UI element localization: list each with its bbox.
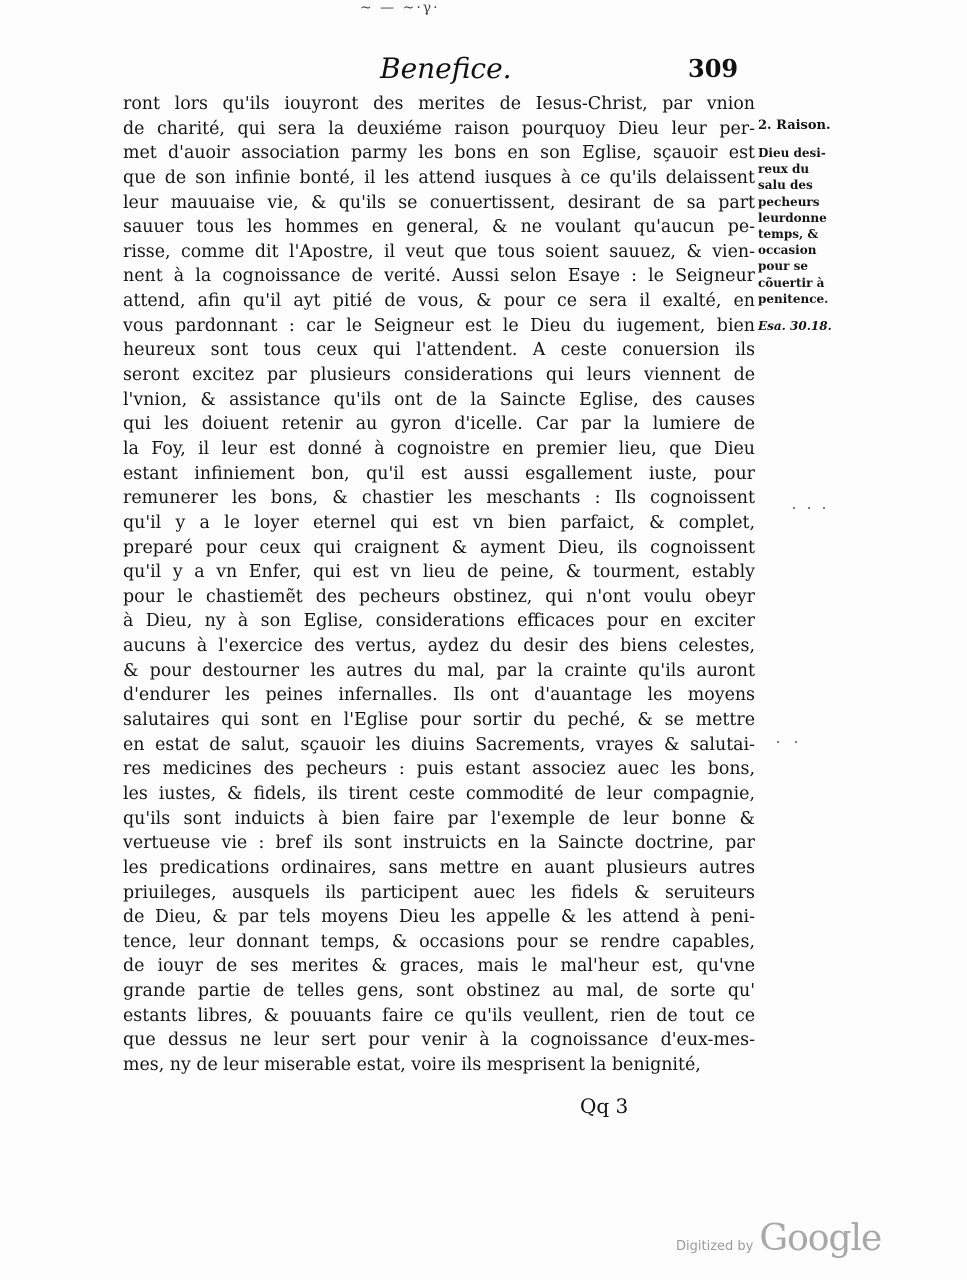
ink-speck	[808, 507, 810, 509]
text-line: pour le chastiemẽt des pecheurs obstinez, qui n'ont voulu obeyr	[123, 586, 755, 607]
text-line: estants libres, & pouuants faire ce qu'ils veullent, rien de tout ce	[123, 1005, 755, 1026]
text-line: nent à la cognoissance de verité. Aussi selon Esaye : le Seigneur	[123, 266, 755, 287]
main-text-block	[123, 92, 755, 1078]
margin-note-reference: Esa. 30.18.	[758, 319, 832, 334]
digitized-by-watermark	[676, 1218, 881, 1259]
text-line: aucuns à l'exercice des vertus, aydez du desir des biens celestes,	[123, 636, 755, 657]
text-line: salutaires qui sont en l'Eglise pour sortir du peché, & se mettre	[123, 710, 755, 731]
text-line: les predications ordinaires, sans mettre en auant plusieurs autres	[123, 857, 755, 878]
signature-mark: Qq 3	[580, 1094, 629, 1118]
margin-note-line: pour se	[758, 259, 809, 274]
text-line: de charité, qui sera la deuxiéme raison pourquoy Dieu leur per-	[123, 118, 755, 139]
text-line: ront lors qu'ils iouyront des merites de Iesus-Christ, par vnion	[123, 94, 755, 114]
text-line: tence, leur donnant temps, & occasions pour se rendre capables,	[123, 931, 755, 952]
text-line: mes, ny de leur miserable estat, voire ils mesprisent la benignité,	[123, 1054, 701, 1075]
margin-note-line: temps, &	[758, 227, 819, 242]
text-line: à Dieu, ny à son Eglise, considerations efficaces pour en exciter	[123, 611, 755, 632]
margin-notes	[758, 118, 850, 333]
text-line: de iouyr de ses merites & graces, mais le mal'heur est, qu'vne	[123, 956, 755, 977]
running-head-title: Benefice.	[380, 52, 512, 85]
text-line: qu'il y a le loyer eternel qui est vn bien parfaict, & complet,	[123, 512, 755, 533]
text-line: met d'auoir association parmy les bons en son Eglise, sçauoir est	[123, 143, 755, 164]
margin-note-line: leurdonne	[758, 210, 827, 225]
text-line: la Foy, il leur est donné à cognoistre en premier lieu, que Dieu	[123, 438, 755, 459]
text-line: vous pardonnant : car le Seigneur est le Dieu du iugement, bien	[123, 315, 755, 336]
text-line: leur mauuaise vie, & qu'ils se conuertissent, desirant de sa part	[123, 192, 755, 213]
margin-note-line: Dieu desi-	[758, 146, 826, 160]
text-line: que de son infinie bonté, il les attend iusques à ce qu'ils delaissent	[123, 167, 755, 188]
margin-note-line: occasion	[758, 243, 817, 258]
text-line: les iustes, & fidels, ils tirent ceste commodité de leur compagnie,	[123, 783, 755, 804]
text-line: preparé pour ceux qui craignent & ayment Dieu, ils cognoissent	[123, 537, 755, 558]
ink-speck	[823, 507, 825, 509]
text-line: heureux sont tous ceux qui l'attendent. A ceste conuersion ils	[123, 340, 755, 361]
google-logo: Google	[759, 1218, 882, 1259]
ink-speck	[795, 741, 797, 743]
text-line: que dessus ne leur sert pour venir à la cognoissance d'eux-mes-	[123, 1030, 755, 1051]
text-line: de Dieu, & par tels moyens Dieu les appelle & les attend à peni-	[123, 907, 755, 928]
digitized-by-text: Digitized by	[676, 1239, 754, 1254]
text-line: sauuer tous les hommes en general, & ne voulant qu'aucun pe-	[123, 217, 755, 238]
margin-note-line: pecheurs	[758, 194, 820, 209]
text-line: estant infiniement bon, qu'il est aussi esgallement iuste, pour	[123, 463, 755, 484]
page-number: 309	[688, 54, 739, 83]
text-line: qu'ils sont induicts à bien faire par l'exemple de leur bonne &	[123, 808, 755, 829]
ink-speck	[777, 741, 779, 743]
margin-note-heading: 2. Raison.	[758, 118, 831, 133]
text-line: d'endurer les peines infernalles. Ils ont d'auantage les moyens	[123, 685, 755, 706]
text-line: grande partie de telles gens, sont obstinez au mal, de sorte qu'	[123, 981, 755, 1002]
text-line: attend, afin qu'il ayt pitié de vous, & pour ce sera il exalté, en	[123, 291, 755, 312]
margin-note-line: reux du	[758, 162, 810, 177]
text-line: qui les doiuent retenir au gyron d'icelle. Car par la lumiere de	[123, 414, 755, 435]
margin-note-gloss	[758, 145, 850, 307]
text-line: seront excitez par plusieurs considerations qui leurs viennent de	[123, 365, 755, 386]
text-line: res medicines des pecheurs : puis estant associez auec les bons,	[123, 759, 755, 780]
text-line: & pour destourner les autres du mal, par la crainte qu'ils auront	[123, 660, 755, 681]
text-line: priuileges, ausquels ils participent auec les fidels & seruiteurs	[123, 882, 755, 903]
text-line: qu'il y a vn Enfer, qui est vn lieu de peine, & tourment, estably	[123, 562, 755, 583]
ink-speck	[793, 507, 795, 509]
text-line: vertueuse vie : bref ils sont instruicts en la Saincte doctrine, par	[123, 833, 755, 854]
text-line: en estat de salut, sçauoir les diuins Sacrements, vrayes & salutai-	[123, 734, 755, 755]
margin-note-line: penitence.	[758, 291, 829, 306]
top-margin-mark: ~ — ~·γ·	[360, 0, 440, 16]
margin-note-line: salu des	[758, 178, 813, 193]
text-line: risse, comme dit l'Apostre, il veut que tous soient sauuez, & vien-	[123, 241, 755, 262]
text-line: l'vnion, & assistance qu'ils ont de la Saincte Eglise, des causes	[123, 389, 755, 410]
text-line: remunerer les bons, & chastier les meschants : Ils cognoissent	[123, 488, 755, 509]
margin-note-line: cõuertir à	[758, 275, 825, 290]
